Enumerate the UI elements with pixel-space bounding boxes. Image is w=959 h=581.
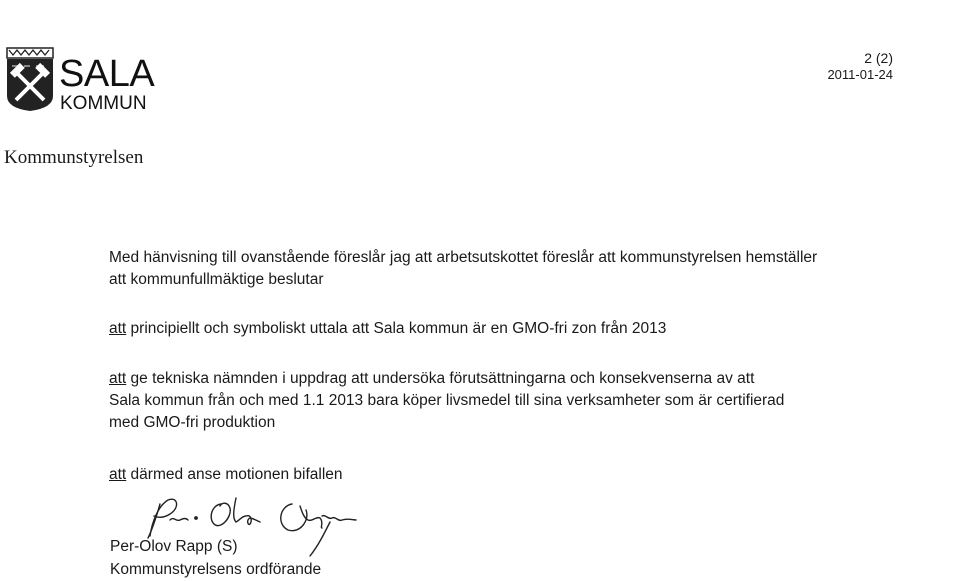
signer-name: Per-Olov Rapp (S): [110, 538, 238, 555]
signer-title: Kommunstyrelsens ordförande: [110, 561, 322, 578]
intro-line: Med hänvisning till ovanstående föreslår jag att arbetsutskottet föreslår att kommunstyrelsen hemställer: [109, 249, 818, 266]
proposal-text: ge tekniska nämnden i uppdrag att undersöka förutsättningarna och konsekvenserna av att: [130, 370, 755, 387]
logo-name: SALA: [59, 53, 155, 95]
proposal-keyword: att: [109, 370, 127, 387]
proposal-2: [109, 368, 784, 434]
proposal-line: Sala kommun från och med 1.1 2013 bara köper livsmedel till sina verksamheter som är certifierad: [109, 392, 785, 409]
proposal-line: [109, 368, 784, 390]
proposal-text: därmed anse motionen bifallen: [130, 466, 343, 483]
intro-paragraph: [109, 247, 817, 291]
intro-line: att kommunfullmäktige beslutar: [109, 271, 324, 288]
document-date: 2011-01-24: [827, 67, 893, 82]
logo-subname: KOMMUN: [60, 93, 147, 114]
department-name: Kommunstyrelsen: [4, 147, 144, 168]
proposal-keyword: att: [109, 320, 127, 337]
proposal-1: [109, 318, 666, 340]
proposal-line: [109, 464, 343, 486]
proposal-text: principiellt och symboliskt uttala att Sala kommun är en GMO-fri zon från 2013: [130, 320, 667, 337]
page-number: 2 (2): [864, 50, 893, 66]
proposal-line: med GMO-fri produktion: [109, 414, 276, 431]
proposal-3: [109, 464, 343, 486]
sala-kommun-emblem: [4, 46, 56, 112]
proposal-line: [109, 318, 666, 340]
proposal-keyword: att: [109, 466, 127, 483]
